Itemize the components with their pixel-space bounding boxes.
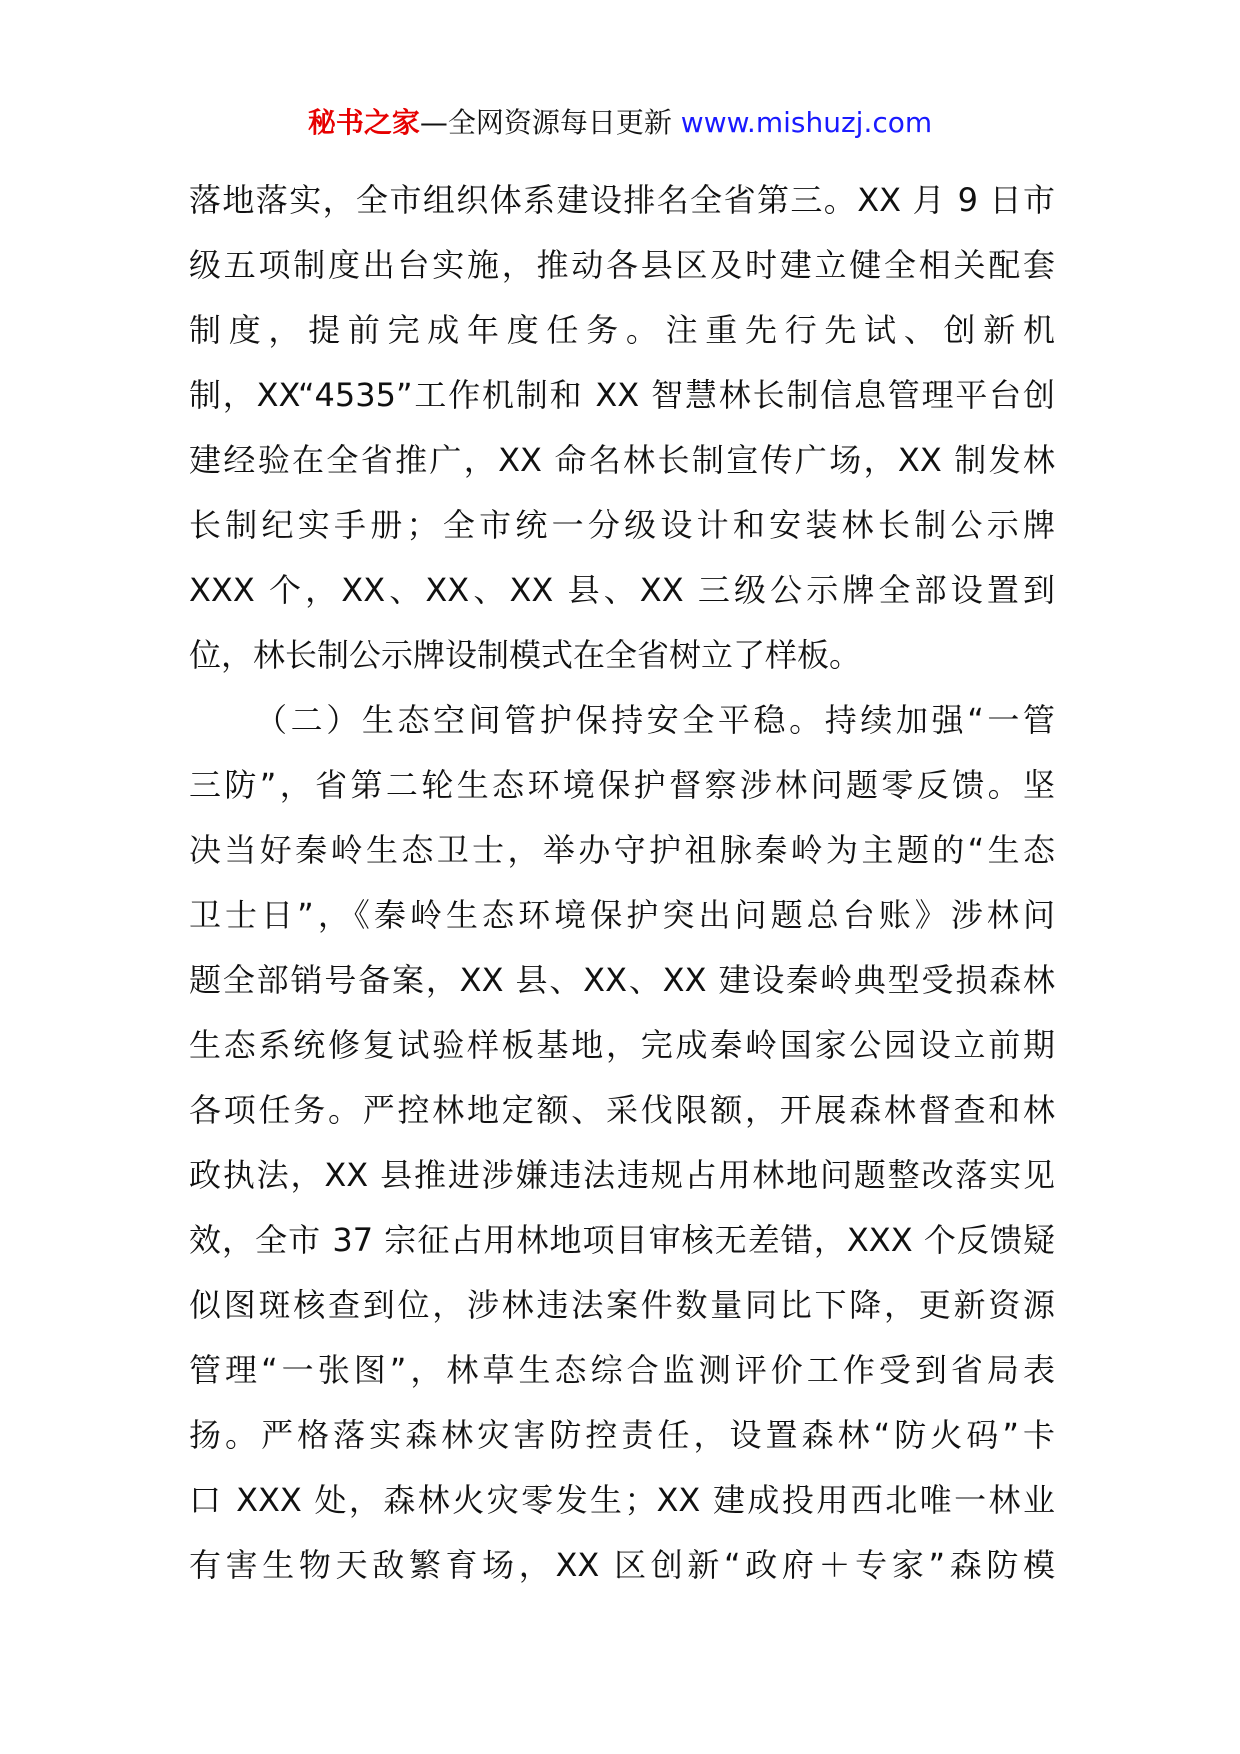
text-line: 管理“一张图”，林草生态综合监测评价工作受到省局表 bbox=[189, 1351, 1055, 1389]
text-line: 建经验在全省推广，XX 命名林长制宣传广场，XX 制发林 bbox=[189, 441, 1055, 479]
text-line: 三防”，省第二轮生态环境保护督察涉林问题零反馈。坚 bbox=[189, 766, 1055, 804]
text-line: 题全部销号备案，XX 县、XX、XX 建设秦岭典型受损森林 bbox=[189, 961, 1055, 999]
text-line: 位，林长制公示牌设制模式在全省树立了样板。 bbox=[189, 636, 862, 674]
text-line: 决当好秦岭生态卫士，举办守护祖脉秦岭为主题的“生态 bbox=[189, 831, 1055, 869]
body-text bbox=[189, 168, 1055, 1598]
text-line: 扬。严格落实森林灾害防控责任，设置森林“防火码”卡 bbox=[189, 1416, 1055, 1454]
text-line: 似图斑核查到位，涉林违法案件数量同比下降，更新资源 bbox=[189, 1286, 1055, 1324]
text-line: 级五项制度出台实施，推动各县区及时建立健全相关配套 bbox=[189, 246, 1055, 284]
text-line: 口 XXX 处，森林火灾零发生；XX 建成投用西北唯一林业 bbox=[189, 1481, 1055, 1519]
header-tagline: —全网资源每日更新 bbox=[419, 106, 672, 139]
text-line: 效，全市 37 宗征占用林地项目审核无差错，XXX 个反馈疑 bbox=[189, 1221, 1055, 1259]
section-heading-line: （二）生态空间管护保持安全平稳。持续加强“一管 bbox=[255, 701, 1055, 739]
header-brand: 秘书之家 bbox=[307, 106, 420, 139]
text-line: 卫士日”，《秦岭生态环境保护突出问题总台账》涉林问 bbox=[189, 896, 1055, 934]
page-header bbox=[0, 103, 1240, 143]
text-line: 各项任务。严控林地定额、采伐限额，开展森林督查和林 bbox=[189, 1091, 1055, 1129]
text-line: 生态系统修复试验样板基地，完成秦岭国家公园设立前期 bbox=[189, 1026, 1055, 1064]
text-line: 制度，提前完成年度任务。注重先行先试、创新机 bbox=[189, 311, 1055, 349]
header-url-link[interactable]: www.mishuzj.com bbox=[680, 106, 933, 139]
text-line: 制，XX“4535”工作机制和 XX 智慧林长制信息管理平台创 bbox=[189, 376, 1055, 414]
text-line: 有害生物天敌繁育场，XX 区创新“政府＋专家”森防模 bbox=[189, 1546, 1055, 1584]
text-line: 长制纪实手册；全市统一分级设计和安装林长制公示牌 bbox=[189, 506, 1055, 544]
text-line: 政执法，XX 县推进涉嫌违法违规占用林地问题整改落实见 bbox=[189, 1156, 1055, 1194]
text-line: XXX 个，XX、XX、XX 县、XX 三级公示牌全部设置到 bbox=[189, 571, 1055, 609]
text-line: 落地落实，全市组织体系建设排名全省第三。XX 月 9 日市 bbox=[189, 181, 1055, 219]
